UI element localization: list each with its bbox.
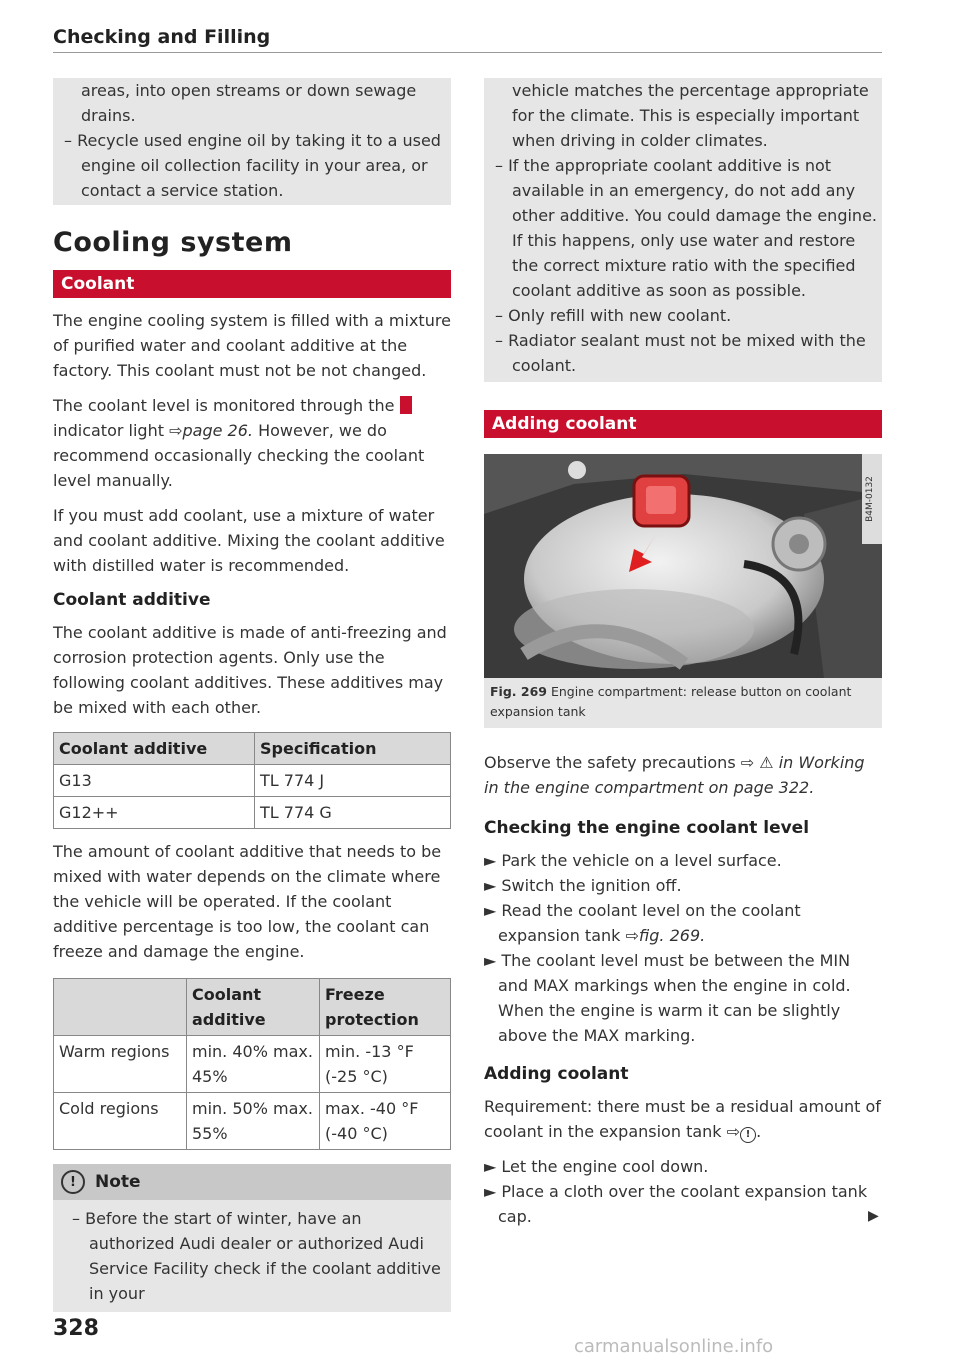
text: The coolant level must be between the MIN and MAX markings when the engine in cold. When the engine is warm it can be slightly above the MAX marking. [498, 951, 851, 1045]
paragraph: The engine cooling system is filled with a mixture of purified water and coolant additive at the factory. This coolant must not be not changed. [53, 311, 451, 380]
table-cell: Cold regions [54, 1093, 187, 1150]
coolant-heading-bar: Coolant [53, 270, 451, 298]
table-header: Coolant additive [54, 733, 255, 765]
table-cell: min. -13 °F (-25 °C) [320, 1036, 451, 1093]
figure-caption [484, 678, 882, 722]
page-number: 328 [53, 1316, 99, 1341]
subhead-checking: Checking the engine coolant level [484, 818, 810, 838]
table-header: Coolant additive [187, 979, 320, 1036]
table-header [54, 979, 187, 1036]
section-title: Cooling system [53, 227, 293, 258]
page-ref-link[interactable]: page 26. [182, 421, 253, 440]
list-item: ► Park the vehicle on a level surface. [484, 851, 782, 870]
note-bullet: – Only refill with new coolant. [495, 306, 732, 325]
exclamation-circle-icon: ! [61, 1170, 85, 1194]
table-row [54, 1036, 451, 1093]
note-box [53, 1164, 451, 1312]
text: indicator light [53, 421, 164, 440]
carry-text: vehicle matches the percentage appropriate for the climate. This is especially important when driving in colder climates. [512, 81, 869, 150]
carry-bullet-text: – Recycle used engine oil by taking it to a used [64, 131, 441, 150]
table-header: Freeze protection [320, 979, 451, 1036]
note-bullet: – Before the start of winter, have an authorized Audi dealer or authorized Audi Service Facility check if the coolant additive in your [72, 1209, 441, 1303]
table-cell: min. 40% max. 45% [187, 1036, 320, 1093]
table-cell: Warm regions [54, 1036, 187, 1093]
table-cell: G13 [54, 765, 255, 797]
figure-ref-link[interactable]: fig. 269. [638, 926, 706, 945]
coolant-temperature-icon [400, 396, 412, 414]
note-circle-icon: ! [740, 1127, 756, 1143]
list-item: ► Place a cloth over the coolant expansion tank cap. ▶ [484, 1182, 879, 1226]
note-header [53, 1164, 451, 1200]
figure-caption-text: Engine compartment: release button on coolant expansion tank [490, 684, 852, 719]
list-item: ► Read the coolant level on the coolant expansion tank ⇨fig. 269. [484, 901, 801, 945]
paragraph: Requirement: there must be a residual amount of coolant in the expansion tank ⇨ ! . [484, 1097, 881, 1141]
figure-269 [484, 454, 882, 728]
list-item: ► Let the engine cool down. [484, 1157, 709, 1176]
coolant-tank-illustration [484, 454, 882, 678]
additive-spec-table [53, 732, 451, 829]
text: However, we do recommend occasionally checking the coolant level manually. [53, 421, 425, 490]
warning-triangle-icon: ⚠ [759, 753, 774, 772]
figure-code: B4M-0132 [865, 476, 875, 522]
table-cell: max. -40 °F (-40 °C) [320, 1093, 451, 1150]
text: Observe the safety precautions [484, 753, 736, 772]
note-bullet: – If the appropriate coolant additive is not available in an emergency, do not add any other additive. You could damage the engine. If this happens, only use water and restore the correct mixture ratio with the specified coolant additive as soon as possible. [495, 156, 877, 300]
list-item: ► The coolant level must be between the MIN and MAX markings when the engine in cold. When the engine is warm it can be slightly above the MAX marking. [484, 951, 851, 1045]
adding-coolant-heading-bar: Adding coolant [484, 410, 882, 438]
note-body [53, 1200, 451, 1312]
carry-line: engine oil collection facility in your area, or [81, 156, 428, 175]
note-title: Note [95, 1172, 141, 1192]
text: Requirement: there must be a residual amount of coolant in the expansion tank [484, 1097, 881, 1141]
watermark: carmanualsonline.info [574, 1336, 774, 1357]
carry-line: drains. [81, 106, 136, 125]
arrow-ref-icon: ⇨ [625, 926, 639, 945]
text: Place a cloth over the coolant expansion tank cap. [498, 1182, 868, 1226]
table-row [54, 1093, 451, 1150]
text: The coolant level is monitored through the [53, 396, 395, 415]
paragraph: If you must add coolant, use a mixture of water and coolant additive. Mixing the coolant additive with distilled water is recommended. [53, 506, 445, 575]
carry-over-box [53, 78, 451, 205]
text: Switch the ignition off. [501, 876, 682, 895]
carry-line: areas, into open streams or down sewage [81, 81, 417, 100]
right-column [484, 78, 882, 1229]
paragraph [53, 393, 451, 493]
text: Read the coolant level on the coolant expansion tank [498, 901, 801, 945]
arrow-ref-icon: ⇨ [169, 421, 183, 440]
safety-ref-link[interactable]: in Working in the engine compartment on page 322. [484, 753, 865, 797]
paragraph: The amount of coolant additive that needs to be mixed with water depends on the climate where the vehicle will be operated. If the coolant additive percentage is too low, the coolant can freeze and damage the engine. [53, 842, 442, 961]
note-bullet: – Radiator sealant must not be mixed with the coolant. [495, 331, 866, 375]
paragraph [484, 750, 882, 800]
figure-label: Fig. 269 [490, 684, 547, 699]
left-column [53, 78, 451, 1312]
table-header: Specification [255, 733, 451, 765]
subhead-adding: Adding coolant [484, 1064, 629, 1084]
paragraph: The coolant additive is made of anti-freezing and corrosion protection agents. Only use the following coolant additives. These additives may be mixed with each other. [53, 623, 447, 717]
carry-line: contact a service station. [81, 181, 284, 200]
engine-compartment-drawing [484, 454, 882, 678]
subhead-coolant-additive: Coolant additive [53, 590, 211, 610]
list-item: ► Switch the ignition off. [484, 876, 682, 895]
table-row [54, 797, 451, 829]
arrow-ref-icon: ⇨ [726, 1122, 741, 1141]
table-cell: min. 50% max. 55% [187, 1093, 320, 1150]
header-divider [53, 52, 882, 53]
text: Park the vehicle on a level surface. [501, 851, 782, 870]
carry-bullet [53, 128, 451, 153]
arrow-ref-icon: ⇨ [740, 753, 755, 772]
table-row [54, 765, 451, 797]
table-cell: TL 774 G [255, 797, 451, 829]
table-cell: G12++ [54, 797, 255, 829]
running-title: Checking and Filling [53, 26, 271, 48]
text: Let the engine cool down. [501, 1157, 709, 1176]
carry-over-note-box [484, 78, 882, 382]
freeze-protection-table [53, 978, 451, 1150]
table-cell: TL 774 J [255, 765, 451, 797]
